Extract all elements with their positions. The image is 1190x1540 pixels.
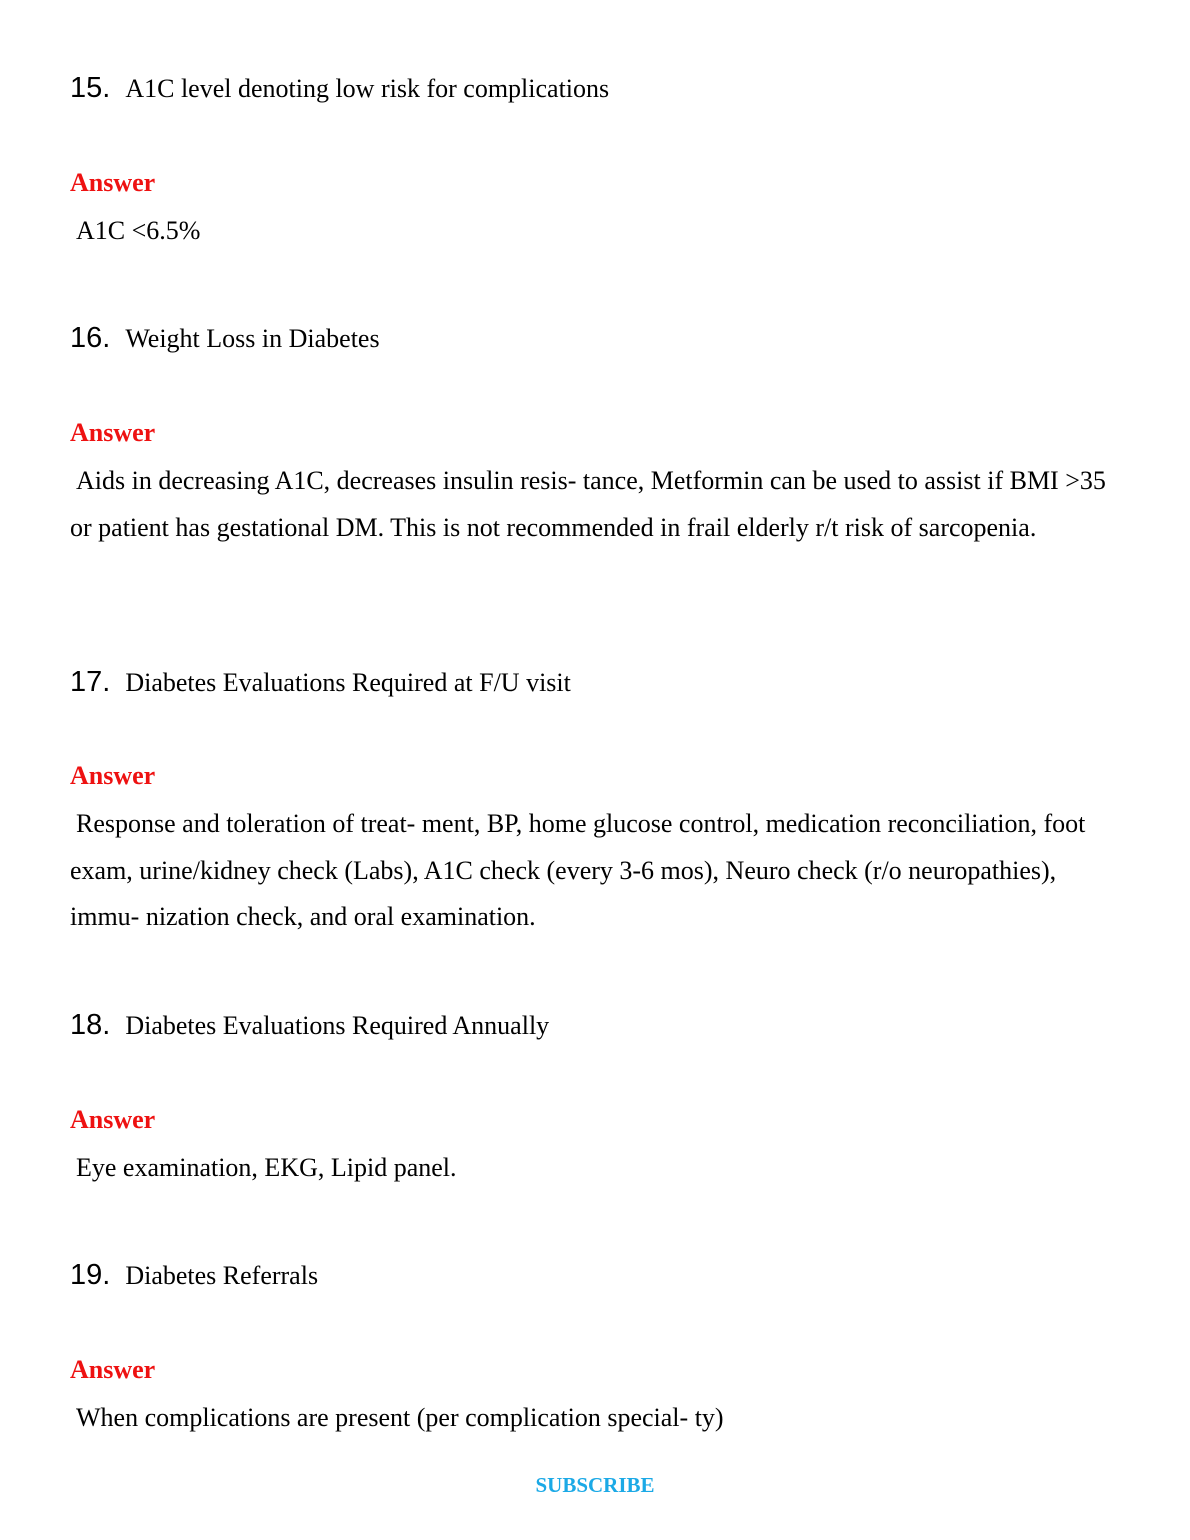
- answer-label: Answer: [70, 1355, 156, 1384]
- answer-label: Answer: [70, 418, 156, 447]
- question-row: [70, 1009, 1130, 1042]
- question-row: [70, 666, 1130, 699]
- qa-item-19: [70, 1259, 1130, 1432]
- question-text: Diabetes Referrals: [125, 1261, 319, 1290]
- answer-text: A1C <6.5%: [76, 216, 201, 245]
- answer-label: Answer: [70, 761, 156, 790]
- question-text: A1C level denoting low risk for complications: [125, 74, 610, 103]
- qa-item-16: [70, 322, 1130, 542]
- question-text: Weight Loss in Diabetes: [125, 324, 380, 353]
- subscribe-link[interactable]: SUBSCRIBE: [535, 1473, 655, 1497]
- answer-text: When complications are present (per complication special- ty): [76, 1403, 724, 1432]
- question-text: Diabetes Evaluations Required at F/U visit: [125, 668, 571, 697]
- question-number: 15.: [70, 72, 111, 104]
- question-row: [70, 322, 1130, 355]
- question-number: 16.: [70, 322, 111, 354]
- answer-label: Answer: [70, 1105, 156, 1134]
- question-row: [70, 1259, 1130, 1292]
- question-number: 18.: [70, 1009, 111, 1041]
- question-number: 19.: [70, 1259, 111, 1291]
- qa-item-17: [70, 666, 1130, 931]
- question-row: [70, 72, 1130, 105]
- answer-text: Response and toleration of treat- ment, BP, home glucose control, medication reconciliation, foot exam, urine/kidney check (Labs), A1C check (every 3-6 mos), Neuro check (r/o neuropathies), immu- nization check, and oral examination.: [70, 809, 1086, 931]
- qa-item-15: [70, 72, 1130, 245]
- answer-text: Aids in decreasing A1C, decreases insulin resis- tance, Metformin can be used to assist if BMI >35 or patient has gestational DM. This is not recommended in frail elderly r/t risk of sarcopenia.: [70, 466, 1106, 542]
- answer-label: Answer: [70, 168, 156, 197]
- answer-text: Eye examination, EKG, Lipid panel.: [76, 1153, 457, 1182]
- question-number: 17.: [70, 666, 111, 698]
- qa-item-18: [70, 1009, 1130, 1182]
- question-text: Diabetes Evaluations Required Annually: [125, 1011, 550, 1040]
